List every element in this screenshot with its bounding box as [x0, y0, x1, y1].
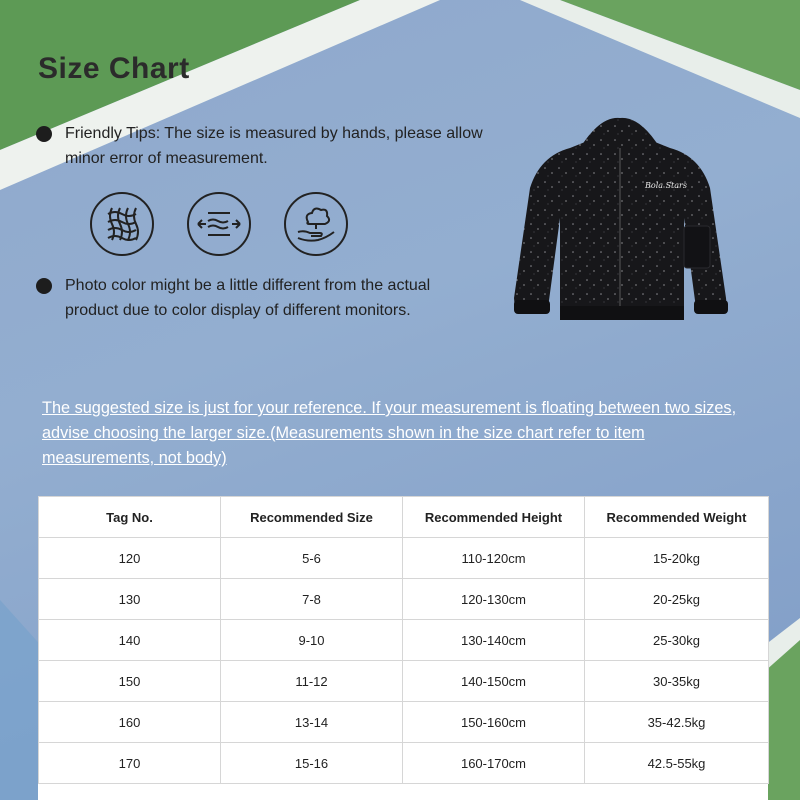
- cell-height: 130-140cm: [403, 620, 585, 661]
- header-recommended-height: Recommended Height: [403, 497, 585, 538]
- cotton-hand-icon: [284, 192, 348, 256]
- jacket-image: [500, 108, 740, 338]
- cell-height: 140-150cm: [403, 661, 585, 702]
- table-row: [39, 579, 769, 620]
- header-recommended-weight: Recommended Weight: [585, 497, 769, 538]
- cell-tag: 140: [39, 620, 221, 661]
- table-row: [39, 702, 769, 743]
- cell-size: 7-8: [221, 579, 403, 620]
- cell-tag: 170: [39, 743, 221, 784]
- table-row: [39, 538, 769, 579]
- cell-height: 150-160cm: [403, 702, 585, 743]
- tip-color: [36, 273, 485, 323]
- cell-weight: 25-30kg: [585, 620, 769, 661]
- fabric-icons: [90, 192, 348, 256]
- fabric-grid-icon: [90, 192, 154, 256]
- table-row: [39, 620, 769, 661]
- cell-size: 9-10: [221, 620, 403, 661]
- cell-size: 5-6: [221, 538, 403, 579]
- table-row: [39, 661, 769, 702]
- cell-size: 11-12: [221, 661, 403, 702]
- table-row: [39, 743, 769, 784]
- cell-weight: 30-35kg: [585, 661, 769, 702]
- size-note: The suggested size is just for your reference. If your measurement is floating between two sizes, advise choosing the larger size.(Measurements shown in the size chart refer to item measurements, not body): [42, 399, 737, 467]
- size-table: [38, 496, 769, 784]
- tip-measurement: [36, 121, 485, 171]
- jacket-print: Bola Stars: [645, 181, 687, 190]
- header-tag-no: Tag No.: [39, 497, 221, 538]
- cell-weight: 42.5-55kg: [585, 743, 769, 784]
- tip-text: Friendly Tips: The size is measured by hands, please allow minor error of measurement.: [65, 125, 483, 167]
- table-header-row: [39, 497, 769, 538]
- cell-height: 120-130cm: [403, 579, 585, 620]
- tip-text: Photo color might be a little different from the actual product due to color display of different monitors.: [65, 277, 431, 319]
- cell-tag: 160: [39, 702, 221, 743]
- bullet-icon: [36, 278, 52, 294]
- page-title: Size Chart: [38, 52, 190, 85]
- cell-weight: 15-20kg: [585, 538, 769, 579]
- cell-height: 160-170cm: [403, 743, 585, 784]
- cell-size: 13-14: [221, 702, 403, 743]
- cell-size: 15-16: [221, 743, 403, 784]
- header-recommended-size: Recommended Size: [221, 497, 403, 538]
- cell-tag: 150: [39, 661, 221, 702]
- size-table-container: [38, 496, 768, 800]
- bullet-icon: [36, 126, 52, 142]
- cell-weight: 20-25kg: [585, 579, 769, 620]
- cell-tag: 120: [39, 538, 221, 579]
- stretch-fabric-icon: [187, 192, 251, 256]
- cell-tag: 130: [39, 579, 221, 620]
- cell-weight: 35-42.5kg: [585, 702, 769, 743]
- cell-height: 110-120cm: [403, 538, 585, 579]
